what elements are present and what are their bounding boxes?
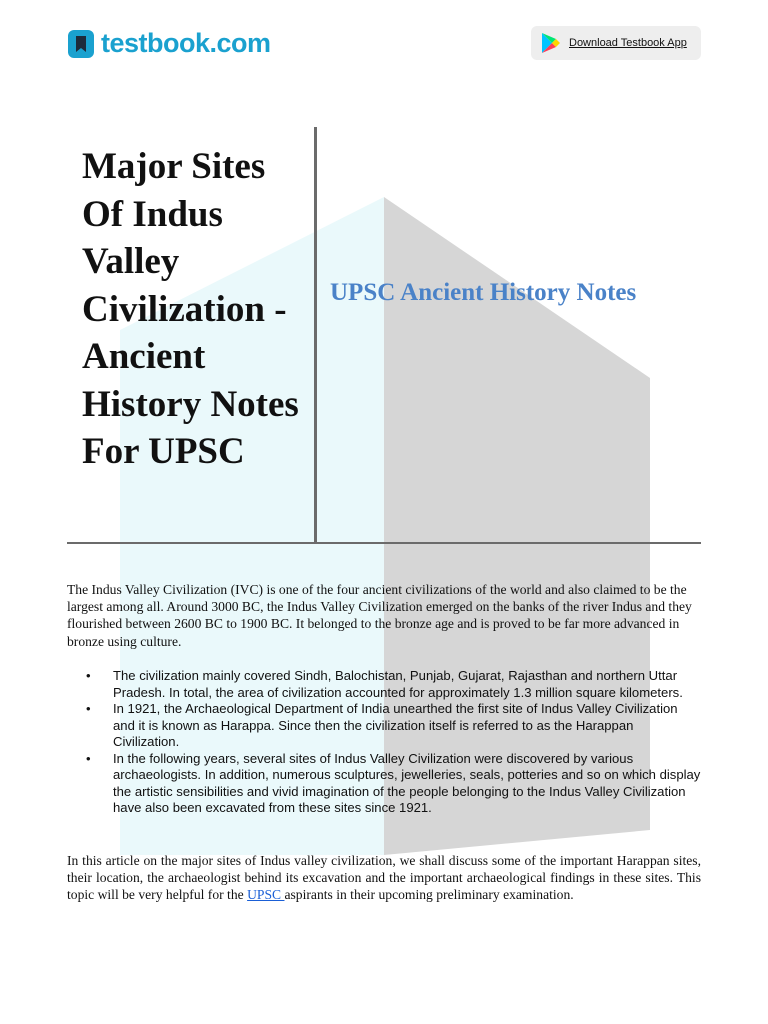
list-item bbox=[86, 751, 701, 817]
testbook-logo[interactable] bbox=[67, 28, 271, 59]
closing-paragraph bbox=[67, 852, 701, 904]
closing-text-start: In this article on the major sites of Indus valley civilization, we shall discuss some of the important Harappan sites, their location, the archaeologist behind its excavation and the important archaeological findings in these sites. This topic will be very helpful for the bbox=[67, 853, 701, 903]
title-divider-horizontal bbox=[67, 542, 701, 544]
bullet-list bbox=[86, 668, 701, 817]
list-item bbox=[86, 701, 701, 751]
bullet-text: In 1921, the Archaeological Department of India unearthed the first site of Indus Valley Civilization and it is known as Harappa. Since then the civilization itself is referred to as the Harappan Civilization. bbox=[113, 701, 678, 749]
page-subtitle: UPSC Ancient History Notes bbox=[330, 279, 637, 306]
google-play-icon bbox=[541, 32, 561, 54]
upsc-link[interactable]: UPSC bbox=[247, 887, 285, 903]
download-app-label: Download Testbook App bbox=[569, 37, 687, 49]
page-title: Major Sites Of Indus Valley Civilization - Ancient History Notes For UPSC bbox=[82, 146, 299, 472]
intro-paragraph: The Indus Valley Civilization (IVC) is one of the four ancient civilizations of the world and also claimed to be the largest among all. Around 3000 BC, the Indus Valley Civilization emerged on the banks of the river Indus and they flourished between 2600 BC to 1900 BC. It belonged to the bronze age and is proved to be far more advanced in bronze using culture. bbox=[67, 582, 692, 649]
bullet-icon: • bbox=[86, 668, 91, 683]
download-app-button[interactable] bbox=[531, 26, 701, 60]
list-item bbox=[86, 668, 701, 701]
bullet-icon: • bbox=[86, 701, 91, 716]
logo-text: testbook.com bbox=[101, 28, 271, 58]
bullet-text: The civilization mainly covered Sindh, Balochistan, Punjab, Gujarat, Rajasthan and northern Uttar Pradesh. In total, the area of civilization accounted for approximately 1.3 million square kilometers. bbox=[113, 668, 683, 700]
closing-text-end: aspirants in their upcoming preliminary examination. bbox=[284, 887, 574, 903]
title-divider-vertical bbox=[314, 127, 317, 543]
bullet-icon: • bbox=[86, 750, 91, 766]
bullet-text: In the following years, several sites of Indus Valley Civilization were discovered by various archaeologists. In addition, numerous sculptures, jewelleries, seals, potteries and so on which display the artistic sensibilities and vivid imagination of the people belonging to the Indus Valley Civilization have also been excavated from these sites since 1921. bbox=[113, 750, 701, 815]
testbook-logo-icon bbox=[67, 29, 95, 59]
